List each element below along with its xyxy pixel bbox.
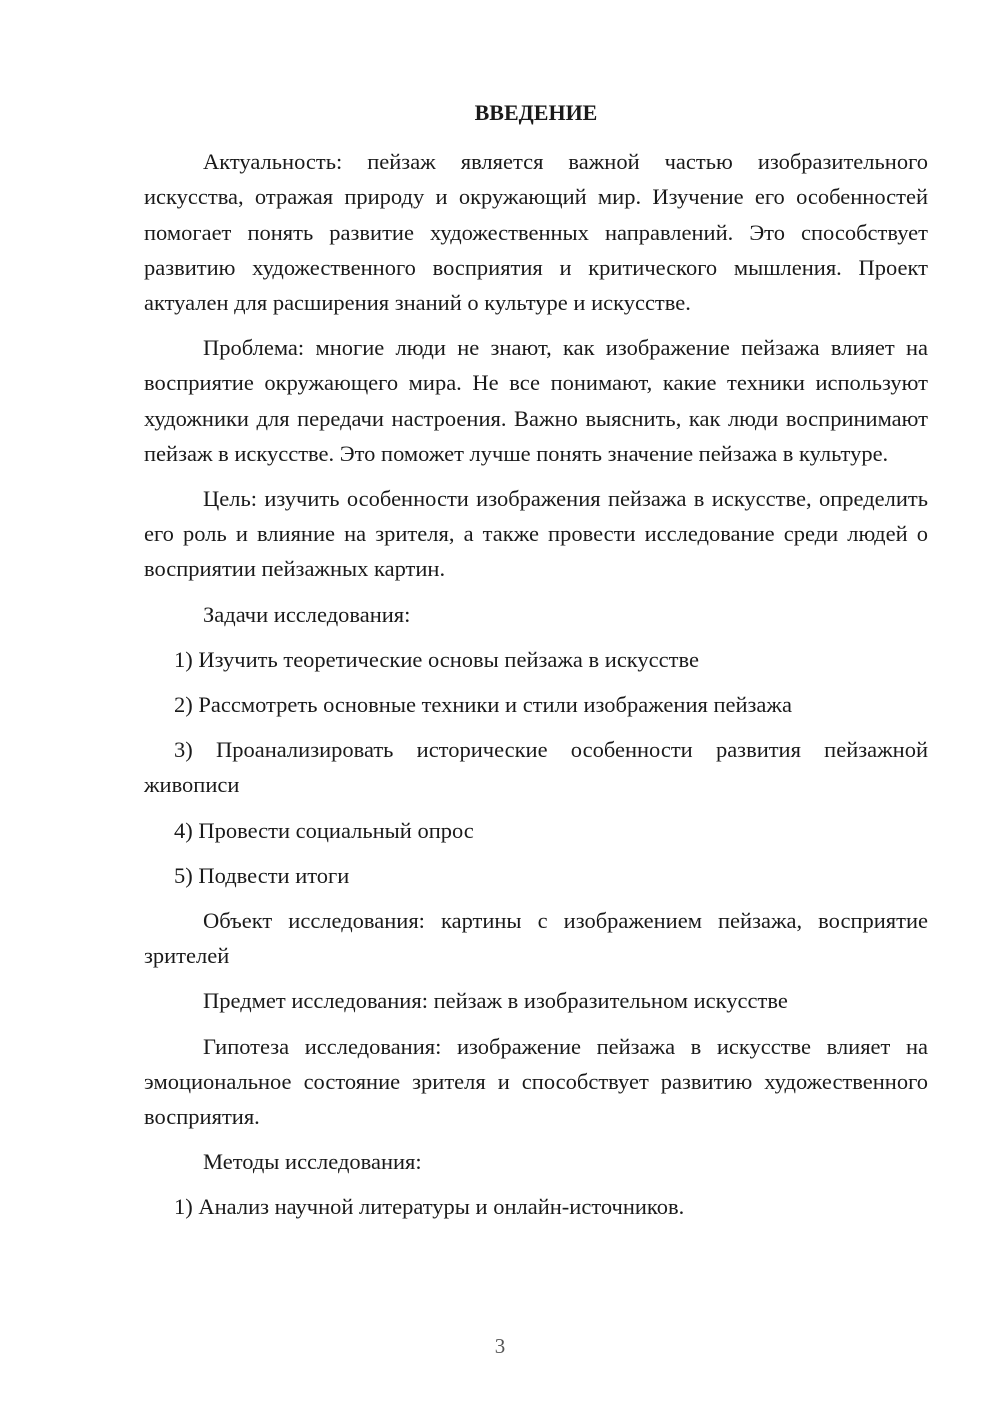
method-item: 1) Анализ научной литературы и онлайн-источников. <box>174 1194 685 1220</box>
task-item: 2) Рассмотреть основные техники и стили изображения пейзажа <box>174 692 792 718</box>
page-number: 3 <box>494 1334 506 1358</box>
hypothesis-paragraph: Гипотеза исследования: изображение пейзажа в искусстве влияет на эмоциональное состояние зрителя и способствует развитию художественного восприятия. <box>144 1033 928 1130</box>
goal-paragraph: Цель: изучить особенности изображения пейзажа в искусстве, определить его роль и влияние на зрителя, а также провести исследование среди людей о восприятии пейзажных картин. <box>144 486 928 582</box>
subject-paragraph: Предмет исследования: пейзаж в изобразительном искусстве <box>203 988 788 1014</box>
section-heading: ВВЕДЕНИЕ <box>474 100 598 125</box>
task-item: 1) Изучить теоретические основы пейзажа в искусстве <box>174 646 699 672</box>
page-content <box>144 95 928 1235</box>
task-item: 3) Проанализировать исторические особенности развития пейзажной живописи <box>144 737 928 798</box>
tasks-heading: Задачи исследования: <box>203 601 411 627</box>
problem-paragraph: Проблема: многие люди не знают, как изображение пейзажа влияет на восприятие окружающего мира. Не все понимают, какие техники используют художники для передачи настроения. Важно выяснить, как люди воспринимают пейзаж в искусстве. Это поможет лучше понять значение пейзажа в культуре. <box>144 335 928 466</box>
task-item: 5) Подвести итоги <box>174 862 350 888</box>
methods-heading: Методы исследования: <box>203 1149 422 1175</box>
task-item: 4) Провести социальный опрос <box>174 817 474 843</box>
relevance-paragraph: Актуальность: пейзаж является важной частью изобразительного искусства, отражая природу и окружающий мир. Изучение его особенностей помогает понять развитие художественных направлений. Это способствует развитию художественного восприятия и критического мышления. Проект актуален для расширения знаний о культуре и искусстве. <box>144 149 928 316</box>
object-paragraph: Объект исследования: картины с изображением пейзажа, восприятие зрителей <box>144 908 928 969</box>
